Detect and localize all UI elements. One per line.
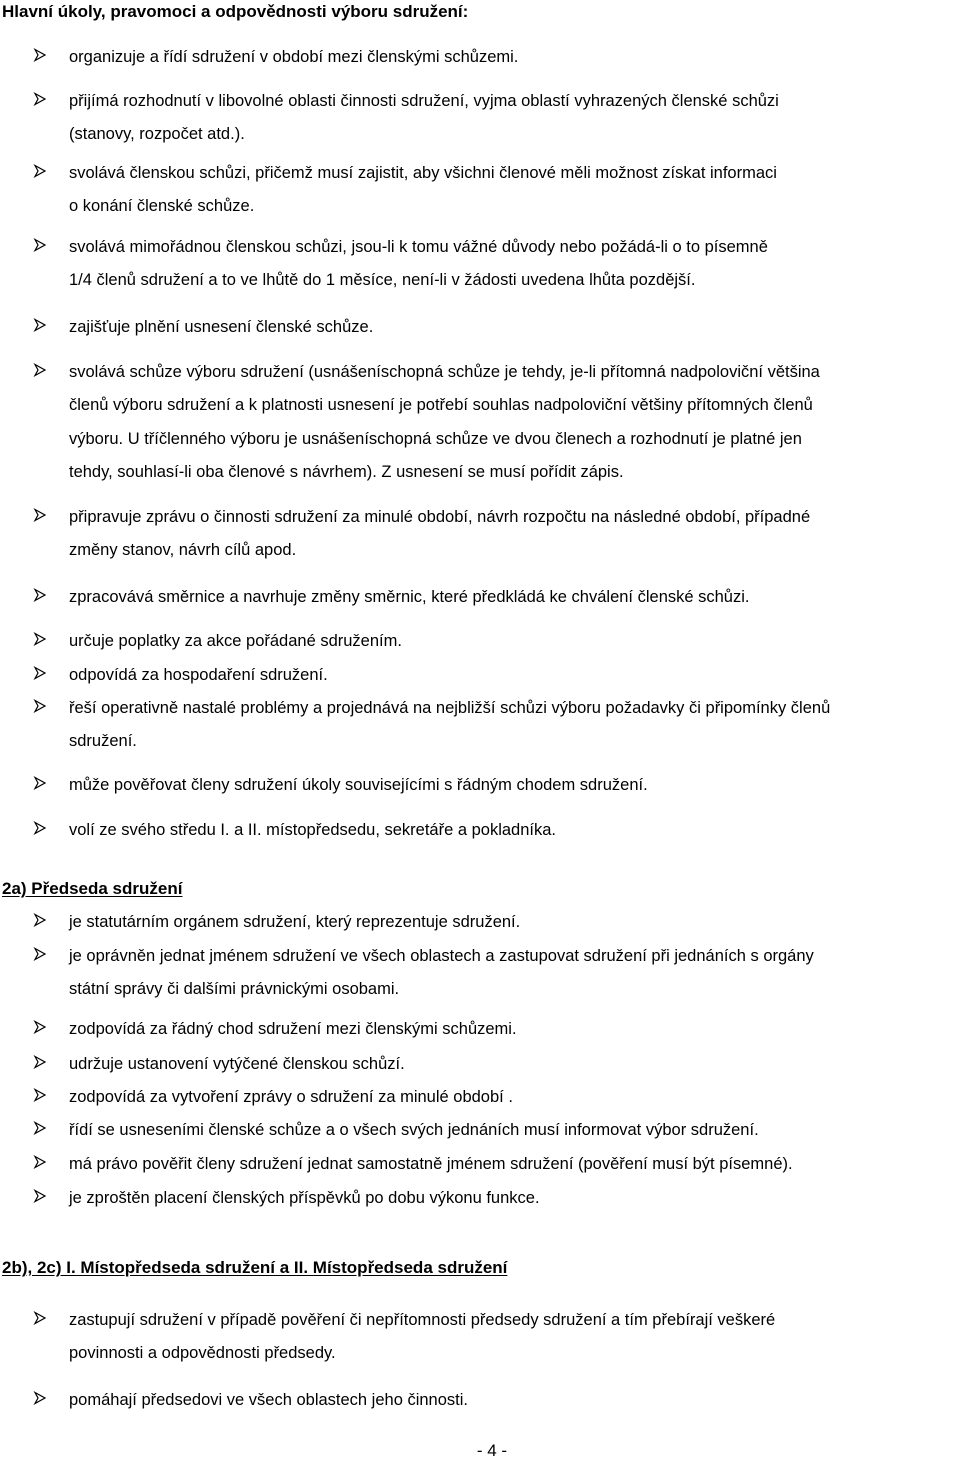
arrowhead-bullet-icon [33,947,47,967]
list-item-line: svolává schůze výboru sdružení (usnášeníschopná schůze je tehdy, je-li přítomná nadpoloviční většina [69,363,820,381]
arrowhead-bullet-icon [33,164,47,184]
list-item-text [69,92,960,152]
arrowhead-bullet-icon [33,508,47,528]
list-item-line: je statutárním orgánem sdružení, který reprezentuje sdružení. [69,913,521,931]
list-item-text [69,1155,960,1181]
list-item-line: je oprávněn jednat jménem sdružení ve všech oblastech a zastupovat sdružení při jednáních s orgány [69,947,814,965]
list-item-line: výboru. U tříčlenného výboru je usnášeníschopná schůze ve dvou členech a rozhodnutí je platné jen [69,429,802,448]
list-item-line: pomáhají předsedovi ve všech oblastech jeho činnosti. [69,1391,468,1409]
arrowhead-bullet-icon [33,1155,47,1175]
arrowhead-bullet-icon [33,1189,47,1209]
list-item-text [69,1189,960,1215]
section-heading: 2b), 2c) I. Místopředseda sdružení a II. Místopředseda sdružení [2,1258,508,1277]
arrowhead-bullet-icon [33,48,47,68]
list-item-text [69,913,960,939]
list-item-line: řídí se usneseními členské schůze a o všech svých jednáních musí informovat výbor sdružení. [69,1121,759,1139]
arrowhead-bullet-icon [33,776,47,796]
arrowhead-bullet-icon [33,1088,47,1108]
arrowhead-bullet-icon [33,1391,47,1411]
list-item-text [69,1088,960,1114]
list-item-text [69,363,960,489]
list-item-text [69,48,960,74]
arrowhead-bullet-icon [33,913,47,933]
list-item-line: organizuje a řídí sdružení v období mezi členskými schůzemi. [69,48,519,66]
arrowhead-bullet-icon [33,1055,47,1075]
list-item-text [69,821,960,847]
arrowhead-bullet-icon [33,666,47,686]
arrowhead-bullet-icon [33,821,47,841]
list-item-line: odpovídá za hospodaření sdružení. [69,666,328,684]
list-item-line: volí ze svého středu I. a II. místopředsedu, sekretáře a pokladníka. [69,821,557,839]
arrowhead-bullet-icon [33,318,47,338]
arrowhead-bullet-icon [33,632,47,652]
list-item-line: řeší operativně nastalé problémy a projednává na nejbližší schůzi výboru požadavky či připomínky členů [69,699,831,717]
list-item-line: tehdy, souhlasí-li oba členové s návrhem). Z usnesení se musí pořídit zápis. [69,462,624,481]
list-item-line: může pověřovat členy sdružení úkoly souvisejícími s řádným chodem sdružení. [69,776,648,794]
list-item-text [69,699,960,759]
arrowhead-bullet-icon [33,238,47,258]
list-item-text [69,1311,960,1371]
arrowhead-bullet-icon [33,1311,47,1331]
list-item-line: zpracovává směrnice a navrhuje změny směrnic, které předkládá ke chválení členské schůzi. [69,588,750,606]
arrowhead-bullet-icon [33,1020,47,1040]
list-item-text [69,1020,960,1046]
list-item-line: státní správy či dalšími právnickými osobami. [69,980,400,999]
list-item-text [69,666,960,692]
list-item-line: (stanovy, rozpočet atd.). [69,125,245,144]
list-item-text [69,1055,960,1081]
list-item-line: svolává členskou schůzi, přičemž musí zajistit, aby všichni členové měli možnost získat informaci [69,164,777,182]
section-heading: 2a) Předseda sdružení [2,879,183,898]
list-item-line: o konání členské schůze. [69,197,255,216]
list-item-line: zodpovídá za řádný chod sdružení mezi členskými schůzemi. [69,1020,517,1038]
list-item-line: připravuje zprávu o činnosti sdružení za minulé období, návrh rozpočtu na následné období, případné [69,508,811,526]
list-item-line: povinnosti a odpovědnosti předsedy. [69,1344,336,1363]
list-item-text [69,164,960,224]
list-item-line: zajišťuje plnění usnesení členské schůze. [69,318,374,336]
page-number: - 4 - [476,1441,508,1460]
list-item-line: je zproštěn placení členských příspěvků po dobu výkonu funkce. [69,1189,540,1207]
list-item-line: zastupují sdružení v případě pověření či nepřítomnosti předsedy sdružení a tím přebírají veškeré [69,1311,776,1329]
arrowhead-bullet-icon [33,699,47,719]
list-item-line: má právo pověřit členy sdružení jednat samostatně jménem sdružení (pověření musí být písemné). [69,1155,793,1173]
list-item-line: určuje poplatky za akce pořádané sdružením. [69,632,402,650]
section-heading: Hlavní úkoly, pravomoci a odpovědnosti výboru sdružení: [2,2,469,21]
list-item-text [69,776,960,802]
list-item-line: 1/4 členů sdružení a to ve lhůtě do 1 měsíce, není-li v žádosti uvedena lhůta pozdější. [69,271,696,290]
list-item-text [69,238,960,298]
list-item-text [69,588,960,614]
list-item-text [69,1391,960,1417]
list-item-text [69,508,960,568]
list-item-text [69,632,960,658]
list-item-line: členů výboru sdružení a k platnosti usnesení je potřebí souhlas nadpoloviční většiny přítomných členů [69,396,813,415]
arrowhead-bullet-icon [33,363,47,383]
arrowhead-bullet-icon [33,1121,47,1141]
list-item-line: přijímá rozhodnutí v libovolné oblasti činnosti sdružení, vyjma oblastí vyhrazených členské schůzi [69,92,779,110]
list-item-line: svolává mimořádnou členskou schůzi, jsou-li k tomu vážné důvody nebo požádá-li o to písemně [69,238,768,256]
list-item-line: změny stanov, návrh cílů apod. [69,541,297,560]
list-item-text [69,1121,960,1147]
list-item-text [69,318,960,344]
arrowhead-bullet-icon [33,92,47,112]
list-item-text [69,947,960,1007]
arrowhead-bullet-icon [33,588,47,608]
list-item-line: udržuje ustanovení vytýčené členskou schůzí. [69,1055,405,1073]
list-item-line: zodpovídá za vytvoření zprávy o sdružení za minulé období . [69,1088,513,1106]
list-item-line: sdružení. [69,732,137,751]
